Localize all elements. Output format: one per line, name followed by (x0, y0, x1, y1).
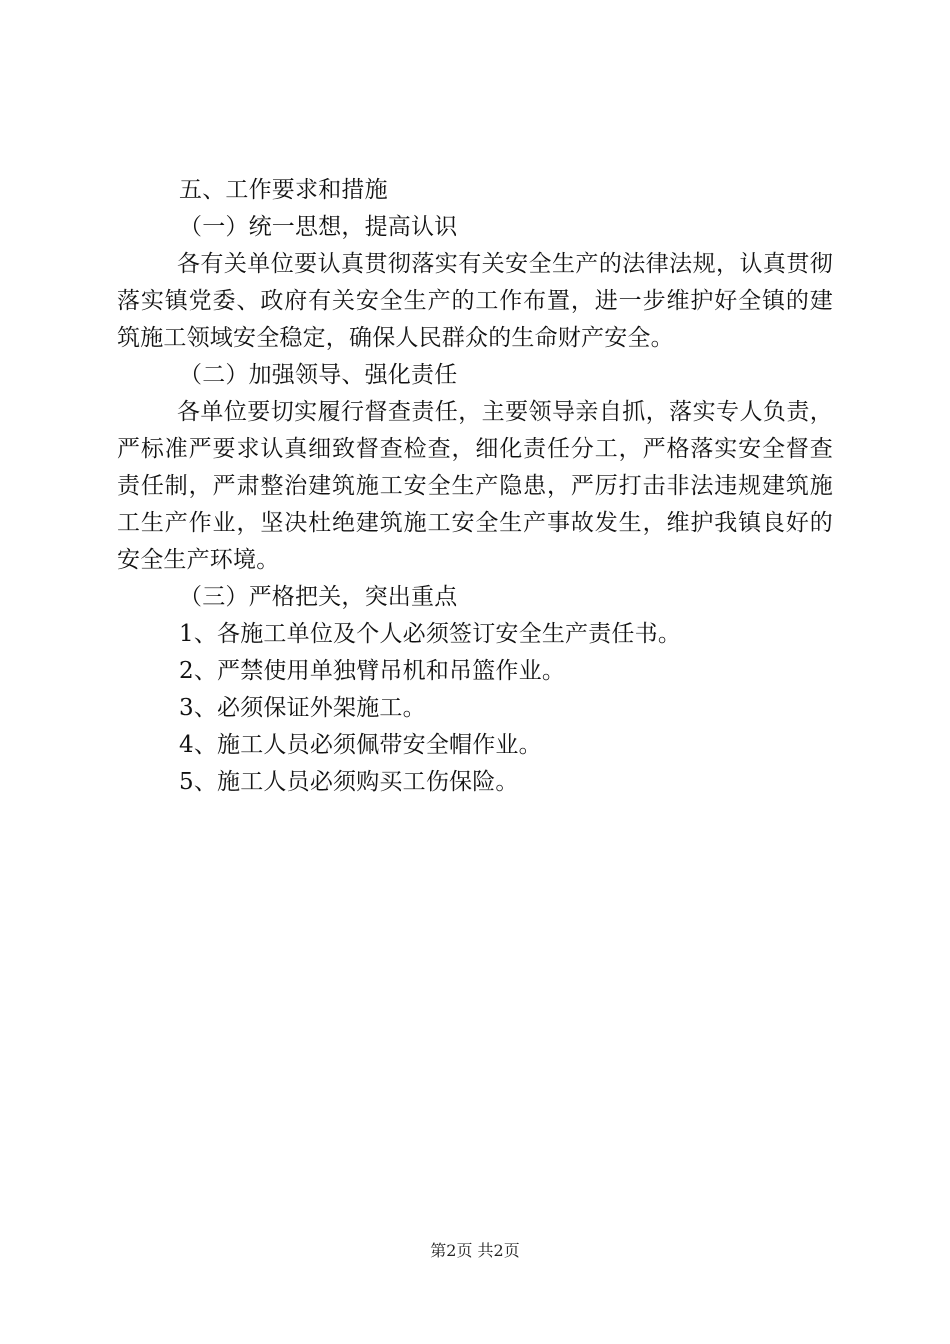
subsection-body-2: 各单位要切实履行督查责任，主要领导亲自抓，落实专人负责，严标准严要求认真细致督查检查，细化责任分工，严格落实安全督查责任制，严肃整治建筑施工安全生产隐患，严厉打击非法违规建筑施工生产作业，坚决杜绝建筑施工安全生产事故发生，维护我镇良好的安全生产环境。 (117, 399, 833, 573)
subsection-body-1: 各有关单位要认真贯彻落实有关安全生产的法律法规，认真贯彻落实镇党委、政府有关安全生产的工作布置，进一步维护好全镇的建筑施工领域安全稳定，确保人民群众的生命财产安全。 (117, 251, 833, 351)
page-footer: 第2页 共2页 (430, 1241, 520, 1260)
list-item: 1、各施工单位及个人必须签订安全生产责任书。 (179, 621, 682, 647)
section-heading: 五、工作要求和措施 (179, 177, 388, 203)
subsection-heading-1: （一）统一思想，提高认识 (179, 214, 458, 240)
subsection-heading-2: （二）加强领导、强化责任 (179, 362, 458, 388)
list-item: 2、严禁使用单独臂吊机和吊篮作业。 (179, 658, 566, 684)
list-item: 4、施工人员必须佩带安全帽作业。 (179, 732, 542, 758)
list-item: 3、必须保证外架施工。 (179, 695, 426, 721)
document-body (117, 172, 833, 801)
list-item: 5、施工人员必须购买工伤保险。 (179, 769, 519, 795)
subsection-heading-3: （三）严格把关，突出重点 (179, 584, 458, 610)
